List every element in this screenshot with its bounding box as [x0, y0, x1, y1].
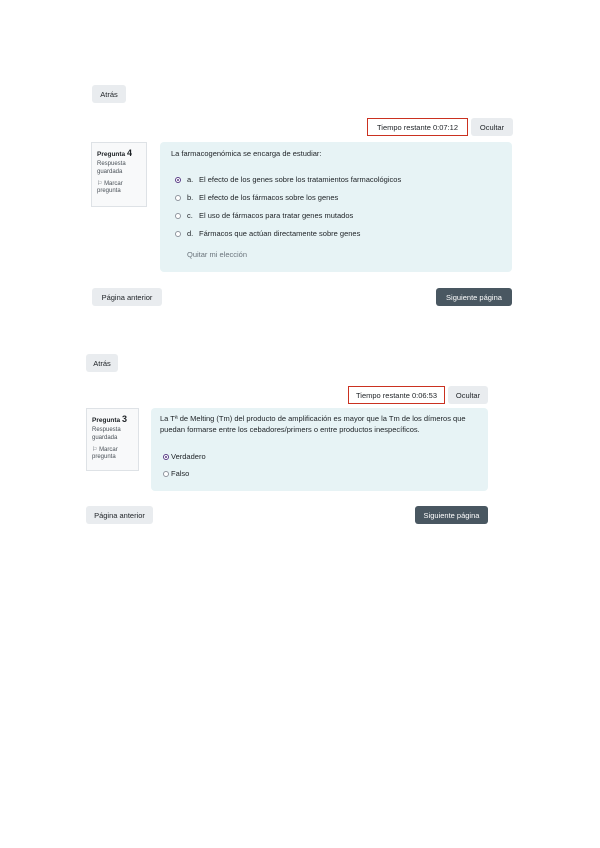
option-b[interactable]	[175, 193, 338, 202]
question-number	[92, 414, 133, 424]
option-text: Fármacos que actúan directamente sobre genes	[199, 229, 361, 238]
flag-label: Marcar pregunta	[97, 180, 123, 195]
question-info-panel	[86, 408, 139, 471]
option-letter: a.	[187, 175, 194, 184]
option-text: El efecto de los genes sobre los tratamientos farmacológicos	[199, 175, 402, 184]
radio-empty-icon[interactable]	[163, 471, 169, 477]
question-text: La farmacogenómica se encarga de estudiar:	[171, 149, 322, 158]
back-button[interactable]: Atrás	[92, 85, 126, 103]
question-number	[97, 148, 141, 158]
question-info-panel	[91, 142, 147, 207]
radio-empty-icon[interactable]	[175, 213, 181, 219]
question-text: La Tª de Melting (Tm) del producto de amplificación es mayor que la Tm de los dímeros que puedan formarse entre los cebadores/primers o entre productos inespecíficos.	[160, 414, 466, 434]
back-button[interactable]: Atrás	[86, 354, 118, 372]
radio-empty-icon[interactable]	[175, 195, 181, 201]
question-number-value: 3	[121, 414, 127, 424]
option-a[interactable]	[175, 175, 401, 184]
radio-selected-icon[interactable]	[163, 454, 169, 460]
flag-question-link[interactable]	[97, 181, 141, 197]
option-letter: c.	[187, 211, 193, 220]
next-page-button[interactable]: Siguiente página	[415, 506, 488, 524]
flag-icon: ⚐	[97, 180, 103, 187]
option-false[interactable]	[163, 469, 189, 478]
radio-selected-icon[interactable]	[175, 177, 181, 183]
question-label: Pregunta	[92, 417, 121, 424]
previous-page-button[interactable]: Página anterior	[92, 288, 162, 306]
next-page-button[interactable]: Siguiente página	[436, 288, 512, 306]
flag-label: Marcar pregunta	[92, 446, 118, 461]
question-number-value: 4	[126, 148, 132, 158]
question-label: Pregunta	[97, 151, 126, 158]
radio-empty-icon[interactable]	[175, 231, 181, 237]
flag-question-link[interactable]	[92, 447, 133, 463]
option-d[interactable]	[175, 229, 360, 238]
option-text: Verdadero	[171, 452, 206, 461]
hide-timer-button[interactable]: Ocultar	[471, 118, 513, 136]
question-state: Respuesta guardada	[97, 161, 126, 175]
previous-page-button[interactable]: Página anterior	[86, 506, 153, 524]
hide-timer-button[interactable]: Ocultar	[448, 386, 488, 404]
option-letter: d.	[187, 229, 194, 238]
option-text: El uso de fármacos para tratar genes mutados	[199, 211, 354, 220]
clear-choice-link[interactable]: Quitar mi elección	[187, 250, 248, 259]
option-letter: b.	[187, 193, 194, 202]
question-content	[151, 408, 488, 491]
option-c[interactable]	[175, 211, 353, 220]
flag-icon: ⚐	[92, 446, 98, 453]
question-content	[160, 142, 512, 272]
time-remaining: Tiempo restante 0:07:12	[367, 118, 468, 136]
option-text: El efecto de los fármacos sobre los genes	[199, 193, 339, 202]
option-text: Falso	[171, 469, 190, 478]
time-remaining: Tiempo restante 0:06:53	[348, 386, 445, 404]
option-true[interactable]	[163, 452, 206, 461]
question-state: Respuesta guardada	[92, 427, 121, 441]
